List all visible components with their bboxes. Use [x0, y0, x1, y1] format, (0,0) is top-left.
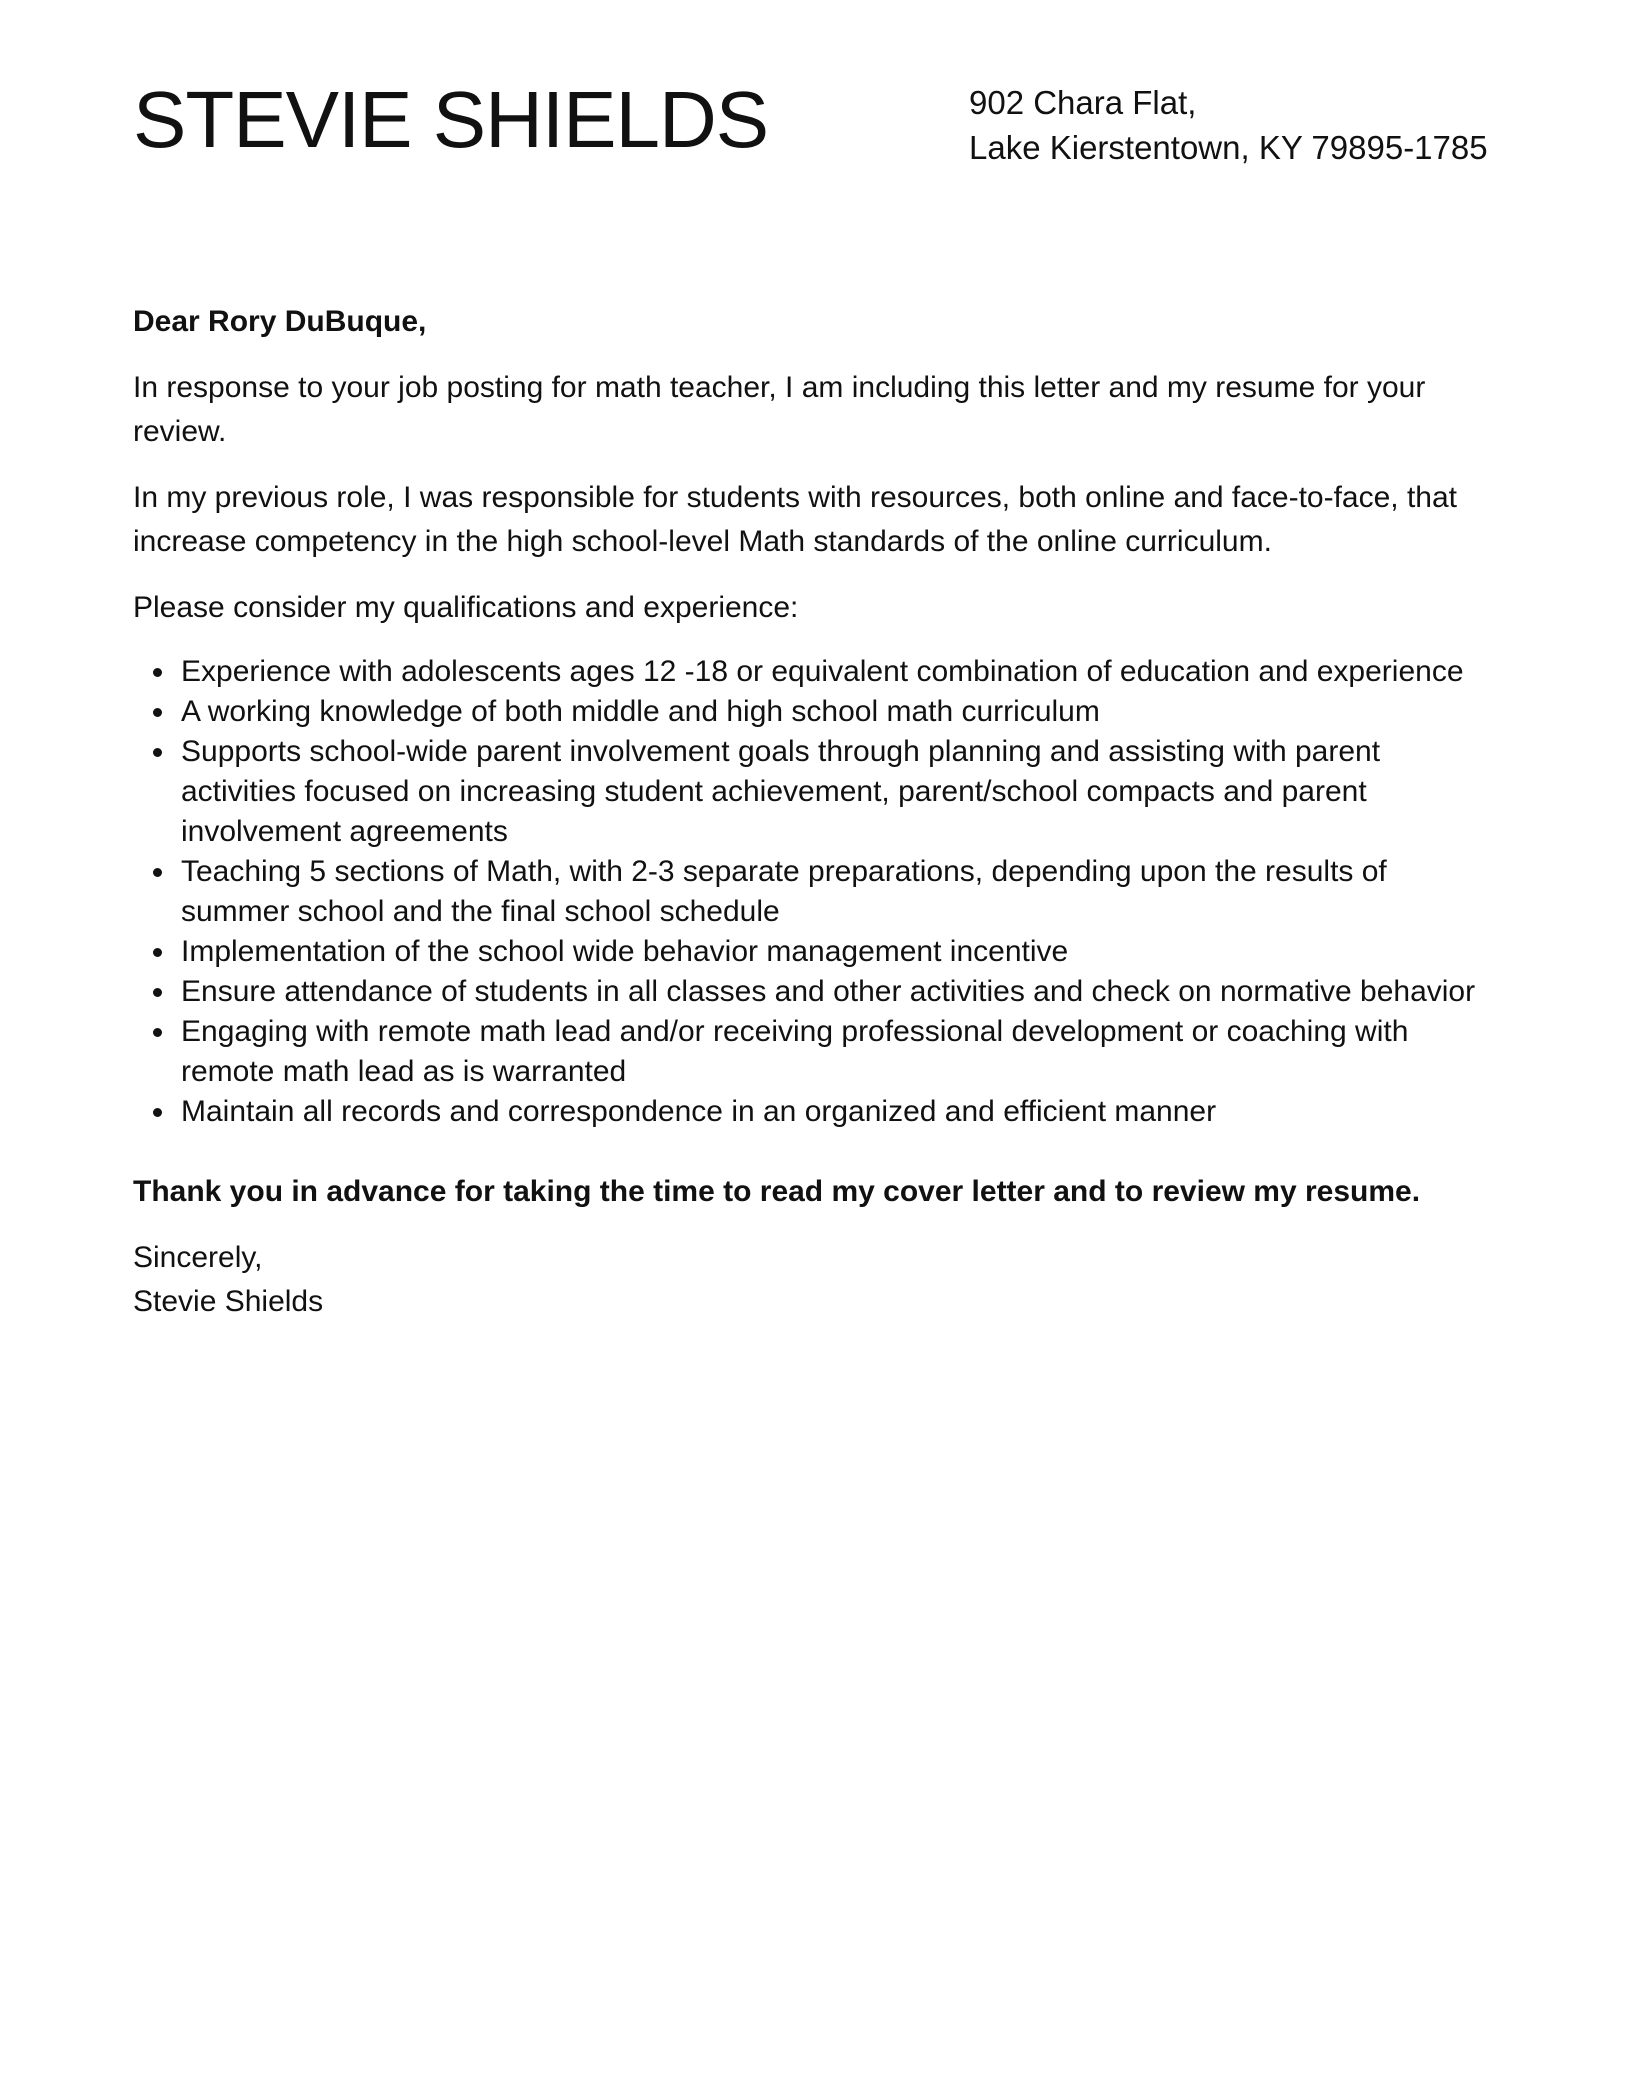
qualifications-list [133, 652, 1499, 1132]
salutation: Dear Rory DuBuque, [133, 305, 427, 338]
applicant-address [969, 80, 1488, 170]
letter-body [133, 300, 1499, 1324]
experience-paragraph: In my previous role, I was responsible for students with resources, both online and face-to-face, that increase competency in the high school-level Math standards of the online curriculum. [133, 481, 1458, 558]
qualification-item: Engaging with remote math lead and/or receiving professional development or coaching with remote math lead as is warranted [181, 1012, 1499, 1092]
qualifications-intro: Please consider my qualifications and experience: [133, 591, 799, 624]
signature-name: Stevie Shields [133, 1285, 324, 1318]
address-line-2: Lake Kierstentown, KY 79895-1785 [969, 129, 1488, 166]
signoff: Sincerely, [133, 1241, 263, 1274]
intro-paragraph: In response to your job posting for math teacher, I am including this letter and my resume for your review. [133, 371, 1426, 448]
qualification-item: Supports school-wide parent involvement goals through planning and assisting with parent activities focused on increasing student achievement, parent/school compacts and parent involvement agreements [181, 732, 1499, 852]
qualification-item: Teaching 5 sections of Math, with 2-3 separate preparations, depending upon the results of summer school and the final school schedule [181, 852, 1499, 932]
qualification-item: A working knowledge of both middle and high school math curriculum [181, 692, 1499, 732]
qualification-item: Maintain all records and correspondence in an organized and efficient manner [181, 1092, 1499, 1132]
qualification-item: Experience with adolescents ages 12 -18 or equivalent combination of education and experience [181, 652, 1499, 692]
address-line-1: 902 Chara Flat, [969, 84, 1197, 121]
applicant-name: STEVIE SHIELDS [133, 75, 769, 164]
letter-header [133, 70, 1499, 200]
closing-statement: Thank you in advance for taking the time to read my cover letter and to review my resume. [133, 1175, 1421, 1208]
qualification-item: Ensure attendance of students in all classes and other activities and check on normative behavior [181, 972, 1499, 1012]
qualification-item: Implementation of the school wide behavior management incentive [181, 932, 1499, 972]
